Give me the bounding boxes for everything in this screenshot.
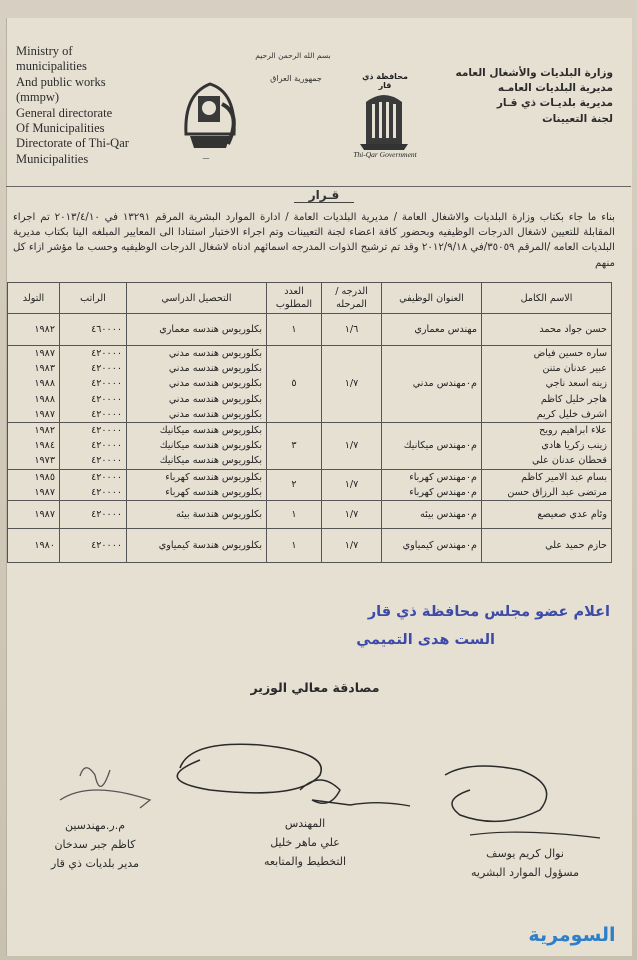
- candidate-name: علاء ابراهيم رويح: [539, 424, 607, 436]
- signatory-left-prefix: م.ر.مهندسين: [64, 819, 126, 832]
- count-cell: ٥: [267, 346, 322, 423]
- english-line: General directorate: [16, 105, 113, 120]
- basmala: بسم الله الرحمن الرحيم: [255, 51, 331, 60]
- signatory-right-role: مسؤول الموارد البشريه: [471, 866, 579, 879]
- col-header-grade: الدرجه /المرحله: [322, 283, 382, 314]
- candidate-name: بسام عبد الامير كاظم: [521, 471, 607, 483]
- salary: ٤٢٠٠٠٠: [91, 378, 122, 390]
- salary: ٤٢٠٠٠٠: [91, 424, 122, 436]
- education: بكلوريوس هندسه معماري: [159, 323, 262, 335]
- birth-year: ١٩٧٣: [34, 455, 55, 467]
- birth-year: ١٩٨٨: [34, 393, 55, 405]
- col-header-birth: التولد: [8, 283, 60, 314]
- decree-intro: بناء ما جاء بكتاب وزارة البلديات والاشغال العامة / مديرية البلديات العامة / ادارة الموارد البشرية المرقم ١٣٢٩١ في ٢٠١٣/٤/١٠ تم اجراء المقابلة للتعيين لاشغال الدرجات الوظيفيه وبحضور كافة اعضاء لجنة التعيينات وتم اجراء الاختبار استنادا الى المعايير المبلغه الينا بكتاب مديرية البلديات العامه /المرقم ٣٥٠٥٩/في ٢٠١٢/٩/١٨ وقد تم ترشيح الذوات المدرجه اسمائهم ادناه لاشغال الدرجات الوظيفيه وحسب ما مؤشر ازاء كل منهم: [13, 212, 616, 269]
- governorate-seal-text: محافظة ذي قار: [362, 72, 408, 90]
- birth-year: ١٩٨٥: [34, 471, 55, 483]
- stamp-line-1: اعلام عضو مجلس محافظة ذي قار: [367, 604, 610, 620]
- col-header-count: العدد المطلوب: [267, 283, 322, 314]
- education: بكلوريوس هندسه مدني: [168, 408, 262, 420]
- signatory-left-role: مدير بلديات ذي قار: [51, 857, 139, 870]
- count-cell: ٢: [267, 469, 322, 500]
- grade-cell: ١/٧: [322, 346, 382, 423]
- job-title: م٠مهندس كيمياوي: [402, 539, 477, 551]
- count-cell: ١: [267, 314, 322, 346]
- arabic-line: مديرية بلديـات ذي قـار: [496, 97, 613, 110]
- education: بكلوريوس هندسه مدني: [168, 348, 262, 359]
- candidate-name: اشرف خليل كريم: [536, 408, 607, 420]
- education: بكلوريوس هندسة كيمياوي: [158, 539, 262, 551]
- job-title: م٠مهندس كهرباء: [409, 471, 477, 483]
- birth-year: ١٩٨٣: [34, 363, 55, 375]
- arabic-line: مديرية البلديات العامـه: [497, 82, 613, 95]
- english-line: Of Municipalities: [16, 121, 105, 136]
- job-title: م٠مهندس مدني: [412, 378, 477, 390]
- arabic-line: وزارة البلديات والأشغال العامه: [455, 67, 613, 79]
- candidate-name: عبير عدنان متنن: [542, 363, 607, 375]
- signatory-right-name: نوال كريم يوسف: [486, 847, 564, 860]
- signatory-center: [225, 814, 385, 871]
- birth-year: ١٩٨٧: [34, 486, 55, 498]
- education: بكلوريوس هندسه مدني: [168, 378, 262, 390]
- education: بكلوريوس هندسه مدني: [168, 393, 262, 405]
- birth-year: ١٩٨٢: [34, 323, 55, 335]
- salary: ٤٢٠٠٠٠: [91, 348, 122, 359]
- salary: ٤٢٠٠٠٠: [91, 486, 122, 498]
- education: بكلوريوس هندسه مدني: [168, 363, 262, 375]
- decree-title: قـرار: [294, 188, 354, 203]
- job-title: مهندس معماري: [414, 323, 477, 335]
- watermark-logo: السومرية: [528, 924, 616, 946]
- salary: ٤٢٠٠٠٠: [91, 393, 122, 405]
- grade-cell: ١/٧: [322, 500, 382, 528]
- job-title: م٠مهندس بيئه: [420, 508, 477, 520]
- col-header-name: الاسم الكامل: [482, 283, 612, 314]
- count-cell: ١: [267, 528, 322, 562]
- salary: ٤٢٠٠٠٠: [91, 363, 122, 375]
- birth-year: ١٩٨٨: [34, 378, 55, 390]
- grade-cell: ١/٧: [322, 528, 382, 562]
- republic-label: جمهورية العراق: [270, 74, 322, 83]
- governorate-seal-caption: Thi-Qar Government: [353, 150, 417, 159]
- birth-year: ١٩٨٧: [34, 508, 55, 520]
- candidate-name: وئام عدي صعيصع: [537, 508, 607, 520]
- salary: ٤٢٠٠٠٠: [91, 455, 122, 467]
- candidate-name: مرتضى عبد الرزاق حسن: [507, 486, 607, 498]
- count-cell: ٣: [267, 422, 322, 469]
- education: بكلوريوس هندسة بيئه: [176, 508, 262, 520]
- salary: ٤٢٠٠٠٠: [91, 471, 122, 483]
- grade-cell: ١/٧: [322, 469, 382, 500]
- col-header-education: التحصيل الدراسي: [127, 283, 267, 314]
- salary: ٤٢٠٠٠٠: [91, 408, 122, 420]
- count-cell: ١: [267, 500, 322, 528]
- education: بكلوريوس هندسه كهرباء: [165, 486, 262, 498]
- signatory-center-name: علي ماهر خليل: [270, 836, 340, 849]
- candidate-name: زينب زكريا هادي: [541, 440, 607, 452]
- english-line: And public works: [16, 74, 106, 89]
- signatory-left: [20, 816, 170, 873]
- candidate-name: هاجر خليل كاظم: [540, 393, 607, 405]
- salary: ٤٢٠٠٠٠: [91, 539, 122, 551]
- col-header-salary: الراتب: [60, 283, 127, 314]
- signatory-center-prefix: المهندس: [284, 817, 326, 830]
- signatory-right: [445, 844, 605, 882]
- education: بكلوريوس هندسه كهرباء: [165, 471, 262, 483]
- job-title: م٠مهندس كهرباء: [409, 486, 477, 498]
- minister-approval: مصادقة معالي الوزير: [250, 680, 380, 695]
- grade-cell: ١/٦: [322, 314, 382, 346]
- english-line: Directorate of Thi-Qar: [16, 136, 129, 151]
- col-header-title: العنوان الوظيفي: [382, 283, 482, 314]
- candidate-name: حازم حميد علي: [545, 539, 607, 551]
- english-line: Ministry of: [16, 44, 73, 58]
- signatory-left-name: كاظم جبر سدخان: [54, 838, 136, 851]
- svg-text:—: —: [202, 154, 210, 162]
- salary: ٤٢٠٠٠٠: [91, 440, 122, 452]
- job-title: م٠مهندس ميكانيك: [403, 440, 477, 452]
- birth-year: ١٩٨٠: [34, 539, 55, 551]
- english-line: Municipalities: [16, 151, 89, 166]
- english-line: (mmpw): [16, 90, 60, 105]
- education: بكلوريوس هندسه ميكانيك: [159, 455, 262, 467]
- birth-year: ١٩٨٤: [34, 440, 55, 452]
- salary: ٤٦٠٠٠٠: [91, 323, 122, 335]
- birth-year: ١٩٨٧: [34, 408, 55, 420]
- arabic-line: لجنة التعيينات: [542, 112, 613, 125]
- education: بكلوريوس هندسه ميكانيك: [159, 424, 262, 436]
- candidate-name: حسن جواد محمد: [539, 323, 607, 335]
- birth-year: ١٩٨٢: [34, 424, 55, 436]
- english-line: municipalities: [16, 59, 87, 74]
- birth-year: ١٩٨٧: [34, 348, 55, 359]
- candidate-name: ساره حسين فياض: [533, 348, 607, 359]
- candidate-name: قحطان عدنان علي: [531, 455, 607, 467]
- candidate-name: زينه اسعد ناجي: [545, 378, 607, 390]
- grade-cell: ١/٧: [322, 422, 382, 469]
- salary: ٤٢٠٠٠٠: [91, 508, 122, 520]
- education: بكلوريوس هندسه ميكانيك: [159, 440, 262, 452]
- signatory-center-role: التخطيط والمتابعه: [263, 855, 347, 868]
- stamp-line-2: الست هدى التميمي: [356, 632, 495, 648]
